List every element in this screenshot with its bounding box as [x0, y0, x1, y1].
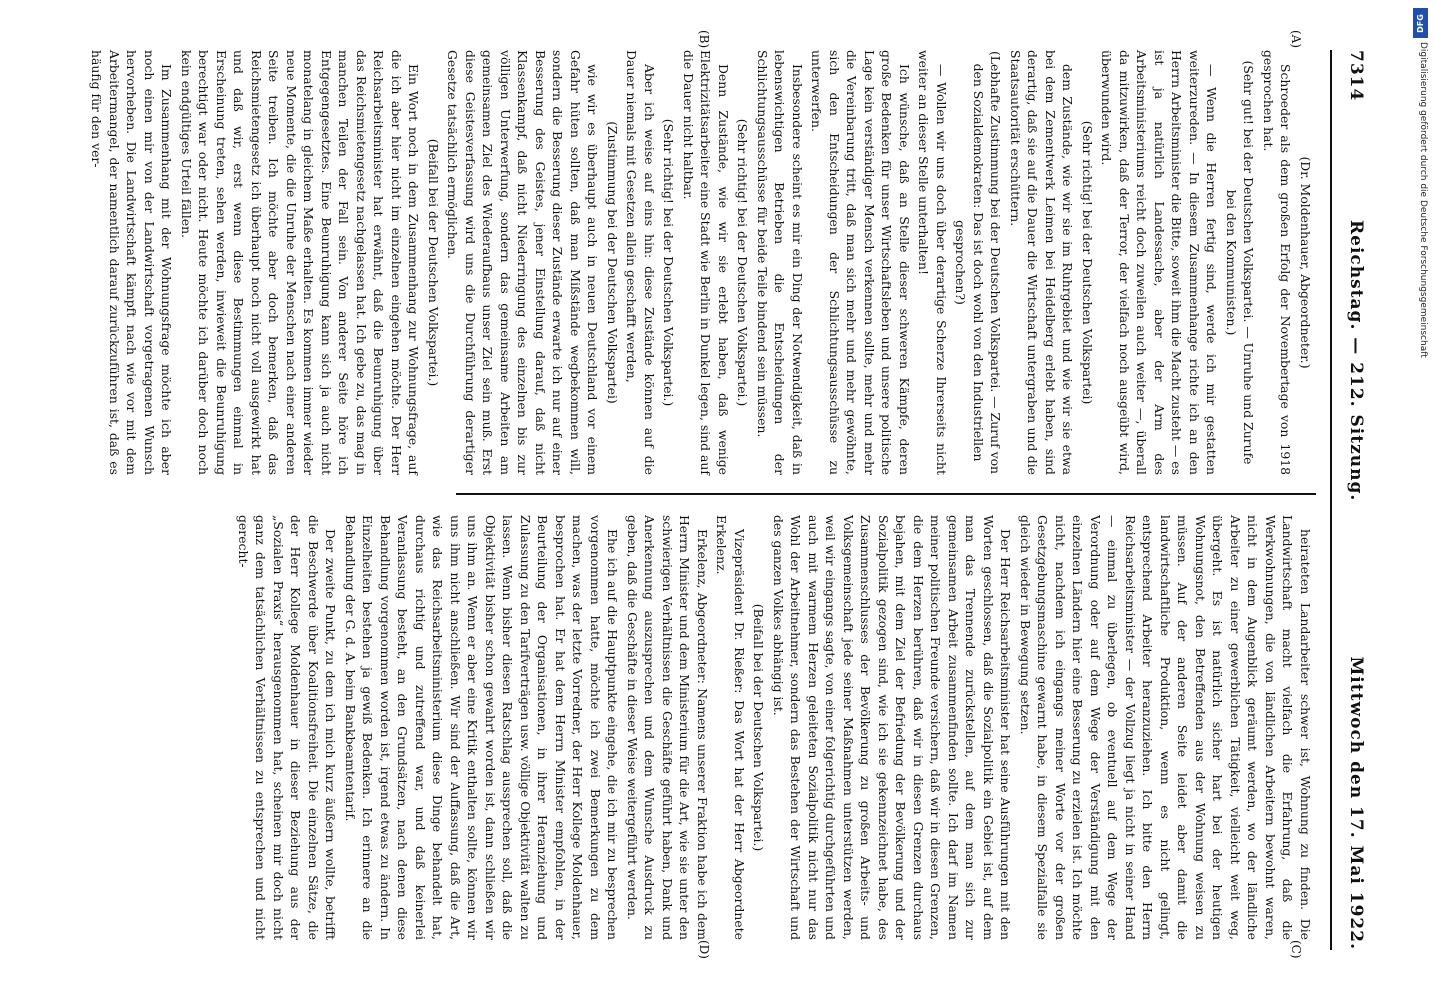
dfg-logo-text: DFG	[1416, 13, 1426, 33]
paragraph: — Wenn die Herren fertig sind, werde ich mir gestatten weiterzureden. — In diesem Zusammenhange richte ich an den Herrn Arbeitsminister die Bitte, soweit ihm die Macht zusteht — es ist ja natürlich Landessache, aber der Arm des Arbeitsministeriums reicht doch zuweilen auch weiter —, überall da mitzuwirken, daß der Terror, der vielfach noch ausgeübt wird, überwunden wird.	[1099, 50, 1220, 475]
interjection: (Sehr gut! bei der Deutschen Volkspartei. — Unruhe und Zurufe bei den Kommunisten.)	[1224, 60, 1257, 465]
interjection: (Sehr richtig! bei der Deutschen Volkspartei.)	[661, 118, 677, 407]
paragraph: wie wir es überhaupt auch in neuen Deutschland vor einem Gefahr hüten sollten, daß man Mißstände wegbekommen will, sondern die Besserung dieser Zustände erwarte ich nur auf einer Besserung des Geistes, jener Einstellung darauf, daß nicht Klassenkampf, daß nicht Niederringung des einzelnen bis zur völligen Unterwerfung, sondern das gemeinsame Arbeiten am gemeinsamen Ziel des Wiederaufbaus unser Ziel sein muß. Erst diese Geistesverfassung wird uns die Durchführung derartiger Gesetze tatsächlich ermöglichen.	[445, 50, 601, 475]
paragraph: Denn Zustände, wie wir sie erlebt haben, daß wenige Elektrizitätsarbeiter eine Stadt wie Berlin in Dunkel legen, sind auf die Dauer nicht haltbar.	[681, 50, 731, 475]
paragraph: Erkelenz, Abgeordneter: Namens unserer Fraktion habe ich dem Herrn Minister und dem Ministerium für die Art, wie sie unter den schwierigen Verhältnissen die Geschäfte geführt haben, Dank und Anerkennung auszusprechen und dem Wunsche Ausdruck zu geben, daß die Geschäfte in dieser Weise weitergeführt werden.	[625, 515, 710, 940]
header-rule	[1330, 50, 1332, 950]
paragraph: Schroeder als dem großen Erfolg der Novembertage von 1918 gesprochen hat.	[1261, 50, 1294, 475]
left-text-column	[89, 50, 1314, 475]
session-date: Mittwoch den 17. Mai 1922.	[1346, 656, 1366, 950]
interjection: (Beifall bei der Deutschen Volkspartei.)	[751, 603, 767, 852]
paragraph: Insbesondere scheint es mir ein Ding der Notwendigkeit, daß in lebenswichtigen Betrieben die Entscheidungen der Schlichtungsausschüsse für beide Teile bindend sein müssen.	[755, 50, 805, 475]
interjection: (Lebhafte Zustimmung bei der Deutschen Volkspartei. — Zuruf von den Sozialdemokraten: Das ist doch wohl von den Industriellen gesprochen?)	[953, 50, 1004, 475]
paragraph: Aber ich weise auf eins hin: diese Zustände können auf die Dauer niemals mit Gesetzen allein geschafft werden,	[624, 50, 657, 475]
digitization-credit: Digitalisierung gefördert durch die Deutsche Forschungsgemeinschaft	[1418, 42, 1428, 358]
paragraph: Der Herr Reichsarbeitsminister hat seine Ausführungen mit den Worten geschlossen, daß die Sozialpolitik ein Gebiet ist, auf dem man das Trennende zurückstellen, auf dem man sich zur gemeinsamen Arbeit zusammenfinden sollte. Ich darf im Namen meiner politischen Freunde versichern, daß wir in diesen Grenzen, die dem Herzen berühren, daß wir in diesen Grenzen durchaus bejahen, mit dem Ziel der Befriedung der Bevölkerung und der Sozialpolitik gezogen sind, wie ich sie gekennzeichnet habe, des Zusammenschlusses der Bevölkerung zu großen Arbeits- und Volksgemeinschaft jede seiner Maßnahmen unterstützen werden, weil wir eingangs sagte, von einer folgerichtig durchgeführten und auch mit warmem Herzen geleiteten Sozialpolitik nicht nur das Wohl der Arbeitnehmer, sondern das Bestehen der Wirtschaft und des ganzen Volkes abhängig ist.	[771, 515, 1014, 940]
dfg-logo	[1413, 8, 1428, 38]
paragraph: Ehe ich auf die Hauptpunkte eingehe, die ich mir zu besprechen vorgenommen hatte, möchte ich zwei Bemerkungen zu dem machen, was der letzte Vorredner, der Herr Kollege Moldenhauer, besprochen hat. Er hat dem Herrn Minister empfohlen, in der Beurteilung der Organisationen, in ihrer Heranziehung und Zulassung zu den Tarifverträgen usw. völlige Objektivität walten zu lassen. Wenn bisher diesen Ratschlag aussprechen soll, daß die Objektivität bisher schon gewahrt worden ist, dann schließen wir uns ihm an. Wenn er aber eine Kritik enthalten sollte, können wir uns ihm nicht anschließen. Wir sind der Auffassung, daß die Art, wie das Reichsarbeitsministerium diese Dinge behandelt hat, durchaus richtig und zutreffend war, und daß keinerlei Veranlassung besteht, an den Grundsätzen, nach denen diese Behandlung vorgenommen worden ist, irgend etwas zu ändern. In Einzelheiten bestehen ja gewiß Bedenken. Ich erinnere an die Behandlung der G. d. A. beim Bankbeamtentarif.	[343, 515, 621, 940]
paragraph: — Wollen wir uns doch über derartige Scherze Ihrerseits nicht weiter an dieser Stelle unterhalten!	[916, 50, 949, 475]
paragraph: Im Zusammenhang mit der Wohnungsfrage möchte ich aber noch einen mir von der Landwirtschaft vorgetragenen Wunsch hervorheben. Die Landwirtschaft kämpft nach wie vor mit dem Arbeitermangel, der namentlich darauf zurückzuführen ist, daß es häufig für den ver-	[89, 50, 175, 475]
interjection: (Sehr richtig! bei der Deutschen Volkspartei)	[1080, 120, 1095, 405]
paragraph: Ein Wort noch in dem Zusammenhang zur Wohnungsfrage, auf die ich aber hier nicht im einzelnen eingehen möchte. Der Herr Reichsarbeitsminister hat erwähnt, daß die Beunruhigung über das Reichsmietengesetz nachgelassen hat. Ich gebe zu, das mag in manchen Teilen der Fall sein. Von anderer Seite höre ich Entgegengesetztes. Eine Beunruhigung kann sich ja auch nicht monatelang in gleichem Maße erhalten. Es kommen immer wieder neue Momente, die die Unruhe der Menschen nach einer anderen Seite treiben. Ich möchte aber doch bemerken, daß das Reichsmietengesetz ich überhaupt noch nicht voll ausgewirkt hat und daß wir, erst wenn diese Bestimmungen einmal in Erscheinung treten, sehen werden, inwieweit die Beunruhigung berechtigt war oder nicht. Heute möchte ich darüber doch noch kein endgültiges Urteil fällen.	[179, 50, 422, 475]
margin-mark-a: (A)	[1289, 30, 1303, 49]
column-divider	[456, 493, 1316, 495]
interjection: (Zustimmung bei der Deutschen Volkspartei)	[605, 121, 620, 404]
paragraph: dem Zustände, wie wir sie im Ruhrgebiet und wie wir sie etwa bei dem Zementwerk Leimen bei Heidelberg erlebt haben, sind derartig, daß sie auf die Dauer die Wirtschaft untergraben und die Staatsautorität erschüttern.	[1008, 50, 1076, 475]
page-number: 7314	[1346, 50, 1366, 102]
margin-mark-b: (B)	[697, 30, 711, 49]
margin-mark-c: (C)	[1289, 940, 1303, 959]
session-title: Reichstag. — 212. Sitzung.	[1346, 220, 1366, 502]
paragraph: Vizepräsident Dr. Rießer: Das Wort hat der Herr Abgeordnete Erkelenz.	[714, 515, 747, 940]
paragraph: heirateten Landarbeiter schwer ist, Wohnung zu finden. Die Landwirtschaft macht vielfach die Erfahrung, daß die Werkwohnungen, die von ländlichen Arbeitern bewohnt waren, nicht in dem Augenblick geräumt werden, wo der ländliche Arbeiter zu einer gewerblichen Tätigkeit, vielleicht weit weg, übergeht. Es ist natürlich sicher hart bei der heutigen Wohnungsnot, den Betreffenden aus der Wohnung weisen zu müssen. Auf der anderen Seite leidet aber damit die landwirtschaftliche Produktion, wenn es nicht gelingt, entsprechend Arbeiter heranzuziehen. Ich bitte den Herrn Reichsarbeitsminister — der Vollzug liegt ja nicht in seiner Hand — einmal zu überlegen, ob eventuell auf dem Wege der Verordnung oder auf dem Wege der Verständigung mit den einzelnen Ländern hier eine Besserung zu erzielen ist. Ich möchte nicht, nachdem ich eingangs meiner Worte vor der großen Gesetzgebungsmaschine gewarnt habe, in diesem Spezialfalle sie gleich wieder in Bewegung setzen.	[1018, 515, 1313, 940]
paragraph: Der zweite Punkt, zu dem ich mich kurz äußern wollte, betrifft die Beschwerde über Koalitionsfreiheit. Die einzelnen Sätze, die der Herr Kollege Moldenhauer in dieser Beziehung aus der „Sozialen Praxis“ herausgenommen hat, scheinen mir doch nicht ganz dem tatsächlichen Verhältnissen zu entsprechen und nicht gerecht-	[236, 515, 339, 940]
rotated-document-page	[32, 30, 1372, 970]
right-text-column	[236, 515, 1314, 940]
paragraph: Ich wünsche, daß an Stelle dieser schweren Kämpfe, deren große Bedenken für unser Wirtschaftsleben und unsere politische Lage kein verständiger Mensch verkennen sollte, mehr und mehr die Vereinbarung tritt, daß man sich mehr und mehr gewöhnte, sich den Entscheidungen der Schlichtungsausschüsse zu unterwerfen.	[809, 50, 912, 475]
interjection: (Beifall bei der Deutschen Volkspartei.)	[426, 138, 441, 387]
margin-mark-d: (D)	[697, 940, 711, 959]
interjection: (Sehr richtig! bei der Deutschen Volkspartei.)	[735, 118, 751, 407]
page-header	[1336, 50, 1364, 950]
speaker-line: (Dr. Moldenhauer, Abgeordneter.)	[1298, 156, 1313, 369]
